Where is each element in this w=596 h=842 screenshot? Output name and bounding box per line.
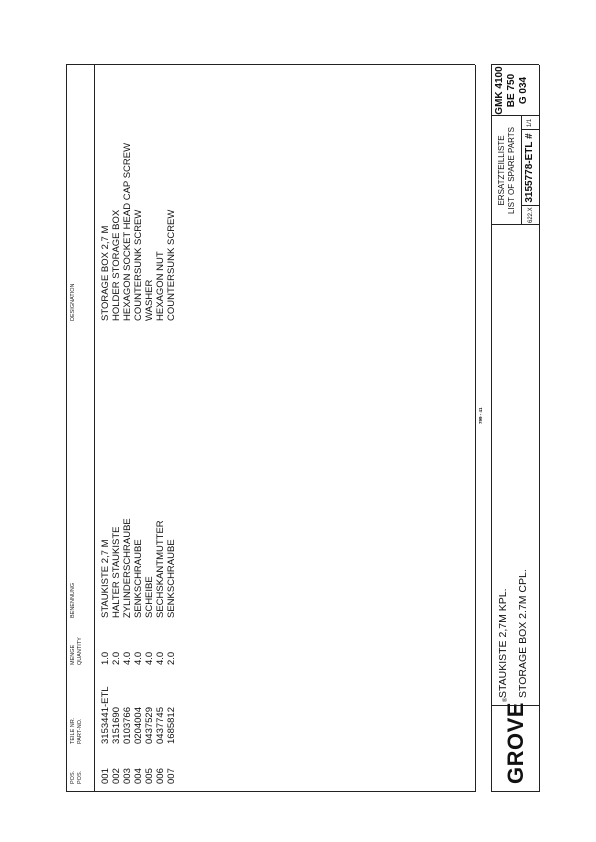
- cell-pos: 003: [122, 768, 133, 784]
- cell-designation: WASHER: [144, 279, 155, 321]
- table-right-border: [66, 64, 475, 65]
- titleblock-number-divider: [521, 116, 522, 225]
- list-label-german: ERSATZTEILLISTE: [497, 135, 506, 206]
- footer-code: 799 - 41: [478, 407, 483, 424]
- cell-designation: COUNTERSUNK SCREW: [166, 209, 177, 321]
- cell-benennung: SENKSCHRAUBE: [166, 539, 177, 618]
- cell-benennung: HALTER STAUKISTE: [111, 526, 122, 618]
- titleblock-top-border: [491, 65, 492, 792]
- cell-quantity: 2.0: [166, 651, 177, 665]
- cell-benennung: ZYLINDERSCHRAUBE: [122, 518, 133, 618]
- cell-designation: HEXAGON NUT: [155, 251, 166, 321]
- cell-part-no: 0204004: [133, 707, 144, 744]
- header-part-no: TEILE NR. PART-NO.: [70, 717, 83, 744]
- model-name: GMK 4100: [494, 66, 505, 115]
- table-top-border: [66, 65, 67, 792]
- cell-designation: STORAGE BOX 2,7 M: [100, 225, 111, 321]
- header-quantity: MENGE QUANTITY: [70, 637, 83, 665]
- table-header-divider: [94, 65, 95, 792]
- list-label-english: LIST OF SPARE PARTS: [507, 127, 516, 214]
- cell-benennung: SENKSCHRAUBE: [133, 539, 144, 618]
- cell-benennung: STAUKISTE 2,7 M: [100, 539, 111, 618]
- cell-part-no: 3153441-ETL: [100, 686, 111, 744]
- cell-part-no: 0437529: [144, 707, 155, 744]
- cell-quantity: 4.0: [144, 651, 155, 665]
- cell-part-no: 0437745: [155, 707, 166, 744]
- cell-benennung: SECHSKANTMUTTER: [155, 520, 166, 618]
- cell-quantity: 2.0: [111, 651, 122, 665]
- cell-designation: COUNTERSUNK SCREW: [133, 209, 144, 321]
- model-variant: BE 750: [506, 73, 517, 108]
- cell-pos: 001: [100, 768, 111, 784]
- group-number: 622.X: [528, 207, 534, 223]
- cell-pos: 006: [155, 768, 166, 784]
- cell-quantity: 1.0: [100, 651, 111, 665]
- cell-quantity: 4.0: [155, 651, 166, 665]
- titleblock-left-border: [491, 791, 539, 792]
- cell-pos: 004: [133, 768, 144, 784]
- title-german: STAUKISTE 2,7M KPL.: [497, 588, 509, 698]
- cell-designation: HEXAGON SOCKET HEAD CAP SCREW: [122, 142, 133, 321]
- table-bottom-border: [475, 65, 476, 792]
- title-english: STORAGE BOX 2.7M CPL.: [517, 569, 529, 698]
- cell-benennung: SCHEIBE: [144, 576, 155, 618]
- cell-designation: HOLDER STORAGE BOX: [111, 209, 122, 321]
- titleblock-bottom-border: [539, 65, 540, 792]
- cell-quantity: 4.0: [122, 651, 133, 665]
- cell-pos: 007: [166, 768, 177, 784]
- header-designation: DESIGNATION: [70, 283, 76, 321]
- table-left-border: [66, 791, 475, 792]
- header-benennung: BENENNUNG: [70, 582, 76, 618]
- cell-part-no: 0103766: [122, 707, 133, 744]
- model-code: G 034: [518, 76, 529, 105]
- cell-quantity: 4.0: [133, 651, 144, 665]
- cell-pos: 002: [111, 768, 122, 784]
- registered-mark: ®: [503, 697, 509, 703]
- grove-logo: GROVE®: [503, 697, 528, 784]
- header-pos: POS. POS.: [70, 770, 83, 784]
- cell-part-no: 3151690: [111, 707, 122, 744]
- cell-pos: 005: [144, 768, 155, 784]
- sheet-number: 1/1: [527, 118, 533, 128]
- document-number: 3155778-ETL #: [524, 133, 535, 203]
- cell-part-no: 1685812: [166, 707, 177, 744]
